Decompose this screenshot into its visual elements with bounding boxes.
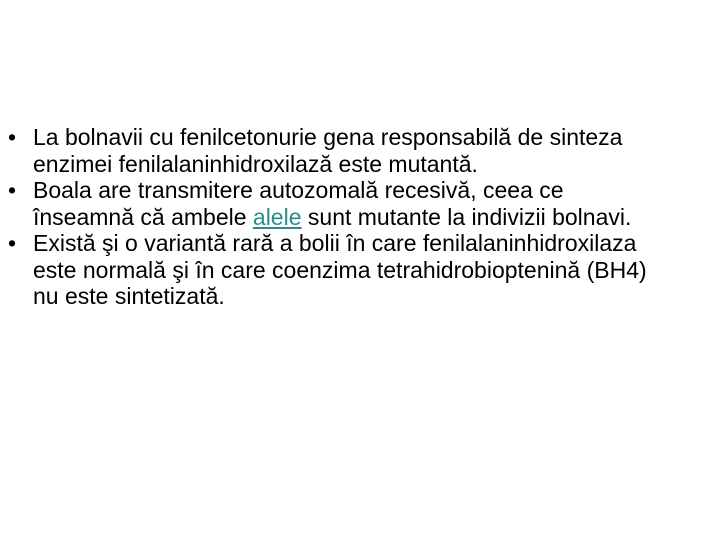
bullet-text-2 [33, 177, 648, 230]
bullet-list [8, 124, 648, 310]
bullet-text-2-after: sunt mutante la indivizii bolnavi. [301, 203, 632, 230]
bullet-dot-icon: • [8, 230, 17, 256]
bullet-text-1: La bolnavii cu fenilcetonurie gena responsabilă de sinteza enzimei fenilalaninhidroxilază este mutantă. [33, 124, 623, 177]
bullet-text-3: Există şi o variantă rară a bolii în care fenilalaninhidroxilaza este normală şi în care coenzima tetrahidrobioptenină (BH4) nu este sintetizată. [33, 230, 647, 309]
bullet-item-3 [8, 230, 648, 310]
bullet-text-2-before: Boala are transmitere autozomală recesivă, ceea ce înseamnă că ambele [33, 177, 564, 230]
bullet-item-2 [8, 177, 648, 230]
bullet-item-1 [8, 124, 648, 177]
bullet-dot-icon: • [8, 124, 17, 150]
bullet-dot-icon: • [8, 177, 17, 203]
alele-link[interactable]: alele [252, 203, 302, 230]
